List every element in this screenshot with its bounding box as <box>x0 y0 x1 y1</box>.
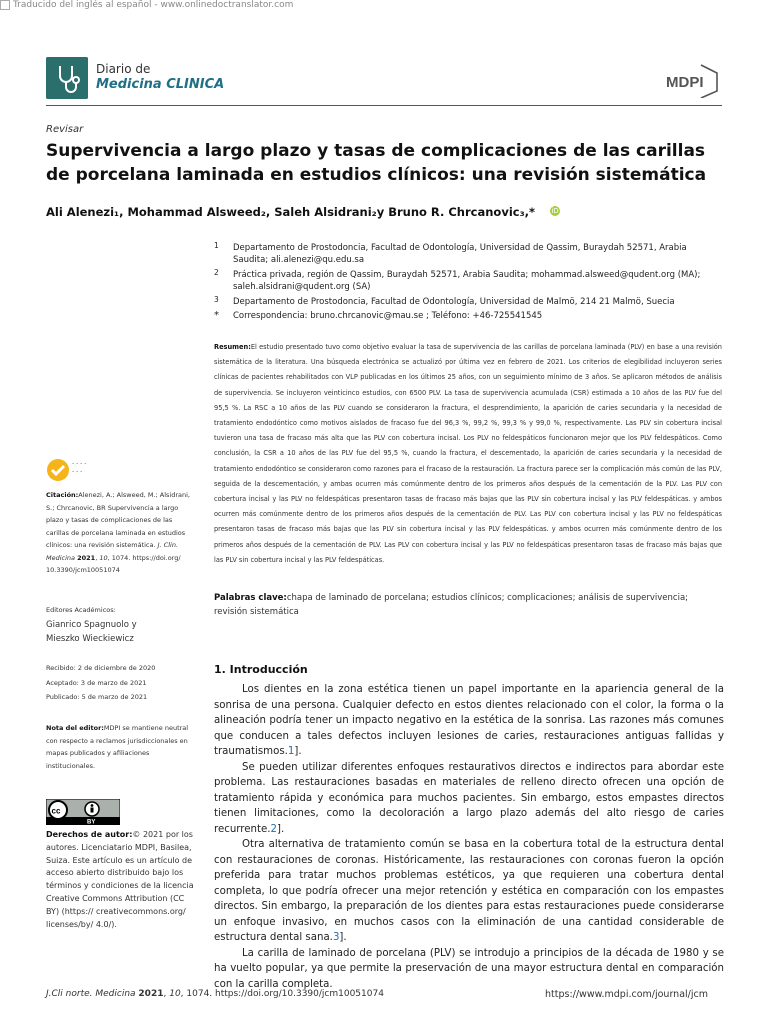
section-heading-introduction: 1. Introducción <box>214 663 308 676</box>
copyright-label: Derechos de autor: <box>46 830 133 839</box>
paragraph-2: Se pueden utilizar diferentes enfoques restaurativos directos e indirectos para abordar este problema. Las restauraciones basadas en materiales de relleno directo ofrecen una opción de tratamiento rápida y económica para muchos pacientes. Sin embargo, estos empastes directos tienen limitaciones, como la decoloración a largo plazo además del alto riesgo de caries recurrente.2]. <box>214 761 724 835</box>
citation-year: 2021 <box>77 553 96 562</box>
footer-journal-url[interactable]: https://www.mdpi.com/journal/jcm <box>545 989 708 1000</box>
citation-text: Alenezi, A.; Alsweed, M.; Alsidrani, S.; Chrcanovic, BR Supervivencia a largo plazo y tasas de complicaciones de las carillas de porcelana laminada en estudios clínicos: una revisión sistemática. <box>46 491 191 549</box>
publisher-note-text: MDPI se mantiene neutral con respecto a reclamos jurisdiccionales en mapas publicados y afiliaciones institucionales. <box>46 724 189 770</box>
citation-journal: J. Clin. Medicina <box>46 541 179 562</box>
keywords-label: Palabras clave: <box>214 593 287 603</box>
citation-label: Citación: <box>46 491 79 499</box>
abstract-label: Resumen: <box>214 343 251 351</box>
keywords-text: chapa de laminado de porcelana; estudios clínicos; complicaciones; análisis de supervivencia; revisión sistemática <box>214 593 689 617</box>
citation-volume: 10 <box>99 553 108 562</box>
copyright-notice <box>46 829 194 931</box>
footer-year: 2021 <box>138 989 164 999</box>
abstract-text: El estudio presentado tuvo como objetivo evaluar la tasa de supervivencia de las carillas de porcelana laminada (PLV) en base a una revisión sistemática de la literatura. Una búsqueda electrónica se actualizó por última vez en febrero de 2021. Los criterios de elegibilidad incluyeron series clínicas de pacientes rehabilitados con VLP publicadas en los últimos 25 años, con un seguimiento mínimo de 3 años. Se aplicaron métodos de análisis de supervivencia. Se incluyeron veinticinco estudios, con 6500 PLV. La tasa de supervivencia acumulada (CSR) estimada a 10 años de las PLV fue del 95,5 %. La RSC a 10 años de las PLV cuando se consideraron la fractura, el desprendimiento, la aparición de caries secundaria y la necesidad de tratamiento endodóntico como motivos aislados de fracaso fue del 96,3 %, 99,2 %, 99,3 % y 99,0 %, respectivamente. Las PLV sin cobertura incisal tuvieron una tasa de fracaso más alta que las PLV con cobertura incisal. Los PLV no feldespáticos funcionaron mejor que los PLV feldespáticos. Como conclusión, la CSR a 10 años de las PLV fue del 95,5 %, cuando la fractura, el descementado, la aparición de caries secundaria y la necesidad de tratamiento endodóntico se consideraron como razones para el fracaso de la restauración. La fractura parece ser la complicación más común de las PLV, seguida de la descementación, y ambas ocurren más comúnmente dentro de los primeros años después de la cementación de la PLV. Las PLV con cobertura incisal y las PLV no feldespáticas presentaron tasas de fracaso más bajas que las PLV sin cobertura incisal y las PLV feldespáticas. y ambos ocurren más comúnmente dentro de los primeros años después de la cementación de PLV. Las PLV con cobertura incisal y las PLV no feldespáticas presentaron tasas de fracaso más bajas que las PLV sin cobertura incisal y las PLV feldespáticas. y ambos ocurren más comúnmente dentro de los primeros años después de la cementación de PLV. Las PLV con cobertura incisal y las PLV no feldespáticas presentaron tasas de fracaso más bajas que las PLV sin cobertura incisal y las PLV feldespáticas. <box>214 343 722 564</box>
footer-doi[interactable]: , 1074. https://doi.org/10.3390/jcm10051074 <box>180 989 384 999</box>
cc-by-license-badge[interactable] <box>46 799 120 825</box>
academic-editors-names: Gianrico Spagnuolo y Mieszko Wieckiewicz <box>46 620 137 644</box>
check-for-updates-label[interactable]: - - - - - - - <box>72 460 87 475</box>
affiliation-1: 1 Departamento de Prostodoncia, Facultad de Odontología, Universidad de Qassim, Buraydah 52571, Arabia Saudita; ali.alenezi@qu.edu.sa <box>214 241 687 265</box>
header-divider <box>46 105 722 106</box>
citation: Citación:Alenezi, A.; Alsweed, M.; Alsidrani, S.; Chrcanovic, BR Supervivencia a largo plazo y tasas de complicaciones de las carillas de porcelana laminada en estudios clínicos: una revisión sistemática. J. Clin. Medicina 2021, 10, 1074. https://doi.org/ 10.3390/jcm10051074 <box>46 491 191 574</box>
paragraph-1: Los dientes en la zona estética tienen un papel importante en la apariencia general de la sonrisa de una persona. Cualquier defecto en estos dientes relacionado con el color, la forma o la alineación podría tener un impacto negativo en la estética de la sonrisa. Las razones más comunes que conducen a tales defectos incluyen lesiones de caries, restauraciones antiguas fallidas y traumatismos.1]. <box>214 684 724 757</box>
check-for-updates-icon[interactable] <box>46 458 70 482</box>
footer-citation: J.Cli norte. Medicina 2021, 10, 1074. https://doi.org/10.3390/jcm10051074 <box>46 989 384 999</box>
paragraph-3: Otra alternativa de tratamiento común se basa en la cobertura total de la estructura dental con restauraciones de coronas. Históricamente, las restauraciones con coronas fueron la opción preferida para tratar muchos problemas estéticos, ya que requieren una cobertura dental completa, lo que podría ofrecer una mejor retención y estética en comparación con los empastes directos. Sin embargo, la preparación de los dientes para estas restauraciones puede considerarse un enfoque invasivo, en muchos casos con la eliminación de una cantidad considerable de estructura dental sana.3]. <box>214 839 724 943</box>
journal-name-line2: Medicina CLINICA <box>96 77 225 92</box>
introduction-body <box>214 682 724 992</box>
journal-name-line1: Diario de <box>96 62 151 76</box>
publisher-note <box>46 722 194 772</box>
academic-editors-label: Editores Académicos: <box>46 606 116 614</box>
reference-link-3[interactable]: 3 <box>332 932 340 943</box>
publisher-note-label: Nota del editor: <box>46 724 104 732</box>
abstract <box>214 340 722 568</box>
received-date: Recibido: 2 de diciembre de 2020 <box>46 664 156 672</box>
accepted-date: Aceptado: 3 de marzo de 2021 <box>46 679 147 687</box>
paragraph-4: La carilla de laminado de porcelana (PLV) se introdujo a principios de la década de 1980 y se ha vuelto popular, ya que permite la preservación de una mayor estructura dental en comparación con la carilla completa. <box>214 947 724 990</box>
keywords <box>214 591 722 619</box>
article-type: Revisar <box>46 124 84 135</box>
mdpi-logo[interactable] <box>665 64 721 98</box>
copyright-text: © 2021 por los autores. Licenciatario MDPI, Basilea, Suiza. Este artículo es un artículo de acceso abierto distribuido bajo los términos y condiciones de la licencia Creative Commons Attribution (CC BY) (https:// creativecommons.org/ licenses/by/ 4.0/). <box>46 830 194 929</box>
cc-by-label: BY <box>87 819 96 825</box>
article-title: Supervivencia a largo plazo y tasas de complicaciones de las carillas de porcelana laminada en estudios clínicos: una revisión sistemática <box>46 141 707 185</box>
translation-notice[interactable] <box>0 0 293 10</box>
journal-logo <box>46 57 88 99</box>
publisher-name: MDPI <box>666 74 704 91</box>
svg-text:cc: cc <box>51 806 61 816</box>
reference-link-1[interactable]: 1 <box>287 746 295 757</box>
footer-journal: J.Cli norte. Medicina <box>46 989 136 999</box>
correspondence: * Correspondencia: bruno.chrcanovic@mau.se ; Teléfono: +46-725541545 <box>214 310 543 321</box>
published-date: Publicado: 5 de marzo de 2021 <box>46 693 148 701</box>
image-icon <box>0 0 10 10</box>
orcid-icon[interactable]: iD <box>551 207 559 215</box>
footer-volume: 10 <box>169 989 181 999</box>
affiliation-3: 3 Departamento de Prostodoncia, Facultad de Odontología, Universidad de Malmö, 214 21 Malmö, Suecia <box>214 295 675 307</box>
citation-doi[interactable]: , 1074. https://doi.org/ 10.3390/jcm10051074 <box>46 553 181 574</box>
translation-notice-text[interactable]: Traducido del inglés al español - www.onlinedoctranslator.com <box>13 0 294 10</box>
reference-link-2[interactable]: 2 <box>270 823 277 835</box>
author-list: Ali Alenezi₁, Mohammad Alsweed₂, Saleh Alsidrani₂y Bruno R. Chrcanovic₃,* <box>46 205 535 219</box>
affiliation-2: 2 Práctica privada, región de Qassim, Buraydah 52571, Arabia Saudita; mohammad.alsweed@qudent.org (MA); saleh.alsidrani@qudent.org (SA) <box>214 268 701 292</box>
